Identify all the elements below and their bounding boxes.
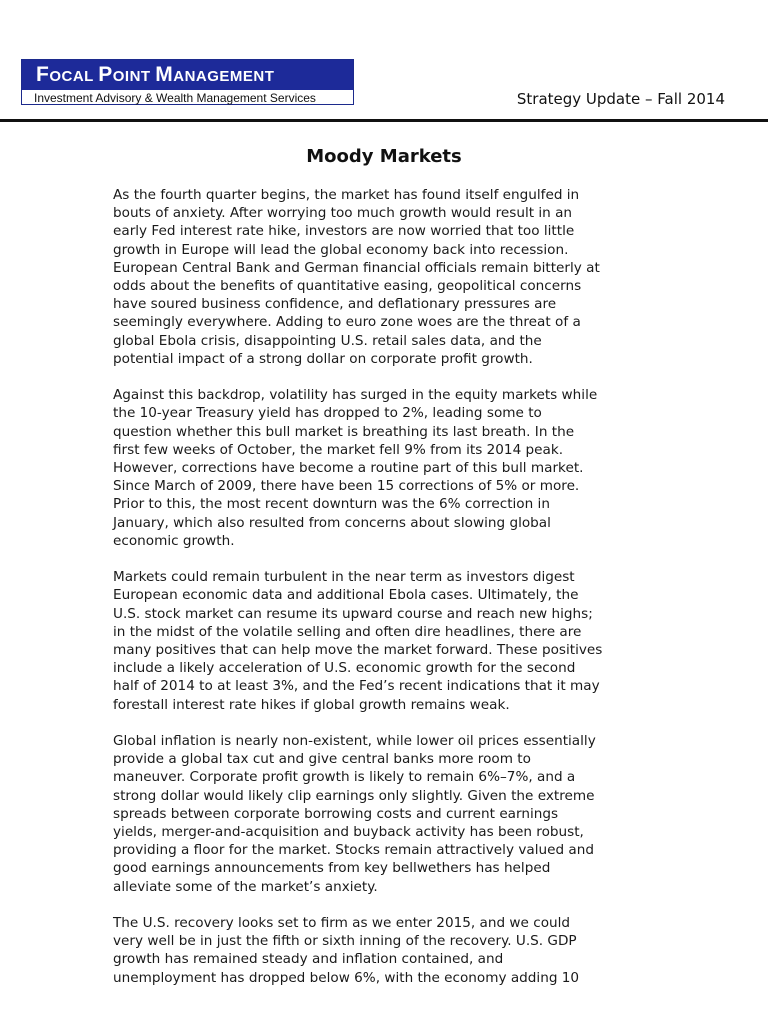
company-tagline: Investment Advisory & Wealth Management Services: [34, 91, 316, 105]
text-line: question whether this bull market is breathing its last breath. In the: [113, 423, 575, 440]
text-line: provide a global tax cut and give central banks more room to: [113, 751, 531, 768]
text-line: strong dollar would likely clip earnings only slightly. Given the extreme: [113, 787, 595, 804]
text-line: As the fourth quarter begins, the market has found itself engulfed in: [113, 187, 580, 203]
article-body: [113, 186, 659, 1005]
text-line: odds about the benefits of quantitative easing, geopolitical concerns: [113, 278, 582, 295]
text-line: many positives that can help move the market forward. These positives: [113, 642, 603, 659]
text-line: Since March of 2009, there have been 15 corrections of 5% or more.: [113, 478, 580, 495]
text-line: good earnings announcements from key bellwethers has helped: [113, 860, 551, 877]
text-line: have soured business confidence, and deflationary pressures are: [113, 296, 557, 313]
article-paragraph: [113, 732, 659, 896]
article-paragraph: [113, 386, 659, 550]
text-line: very well be in just the fifth or sixth inning of the recovery. U.S. GDP: [113, 933, 577, 950]
text-line: European economic data and additional Ebola cases. Ultimately, the: [113, 587, 579, 604]
text-line: European Central Bank and German financial officials remain bitterly at: [113, 259, 600, 276]
text-line: growth has remained steady and inflation contained, and: [113, 951, 504, 968]
text-line: However, corrections have become a routine part of this bull market.: [113, 460, 584, 477]
text-line: The U.S. recovery looks set to firm as we enter 2015, and we could: [113, 915, 571, 932]
company-name: FOCAL POINT MANAGEMENT: [22, 60, 353, 90]
text-line: spreads between corporate borrowing costs and current earnings: [113, 805, 559, 822]
text-line: first few weeks of October, the market fell 9% from its 2014 peak.: [113, 441, 564, 458]
text-line: providing a floor for the market. Stocks remain attractively valued and: [113, 842, 594, 859]
text-line: economic growth.: [113, 532, 235, 549]
text-line: Prior to this, the most recent downturn was the 6% correction in: [113, 496, 550, 513]
text-line: in the midst of the volatile selling and often dire headlines, there are: [113, 623, 582, 640]
article-paragraph: [113, 568, 659, 714]
article-paragraph: [113, 914, 659, 987]
text-line: U.S. stock market can resume its upward course and reach new highs;: [113, 605, 593, 622]
text-line: January, which also resulted from concerns about slowing global: [113, 514, 551, 531]
company-logo: [21, 59, 354, 105]
text-line: Markets could remain turbulent in the near term as investors digest: [113, 569, 575, 586]
text-line: Global inflation is nearly non-existent, while lower oil prices essentially: [113, 733, 596, 750]
text-line: include a likely acceleration of U.S. economic growth for the second: [113, 660, 576, 677]
header-divider: [0, 119, 768, 122]
text-line: unemployment has dropped below 6%, with the economy adding 10: [113, 969, 580, 986]
text-line: early Fed interest rate hike, investors are now worried that too little: [113, 223, 575, 240]
issue-label: Strategy Update – Fall 2014: [516, 90, 725, 108]
article-title: Moody Markets: [306, 146, 462, 167]
text-line: yields, merger-and-acquisition and buyback activity has been robust,: [113, 824, 584, 841]
text-line: potential impact of a strong dollar on corporate profit growth.: [113, 350, 533, 367]
text-line: alleviate some of the market’s anxiety.: [113, 878, 378, 895]
text-line: growth in Europe will lead the global economy back into recession.: [113, 241, 569, 258]
article-paragraph: [113, 186, 659, 368]
text-line: forestall interest rate hikes if global growth remains weak.: [113, 696, 510, 713]
text-line: seemingly everywhere. Adding to euro zone woes are the threat of a: [113, 314, 581, 331]
text-line: half of 2014 to at least 3%, and the Fed’s recent indications that it may: [113, 678, 600, 695]
text-line: the 10-year Treasury yield has dropped to 2%, leading some to: [113, 405, 542, 422]
text-line: global Ebola crisis, disappointing U.S. retail sales data, and the: [113, 332, 542, 349]
text-line: Against this backdrop, volatility has surged in the equity markets while: [113, 387, 598, 404]
text-line: bouts of anxiety. After worrying too much growth would result in an: [113, 205, 573, 222]
text-line: maneuver. Corporate profit growth is likely to remain 6%–7%, and a: [113, 769, 576, 786]
